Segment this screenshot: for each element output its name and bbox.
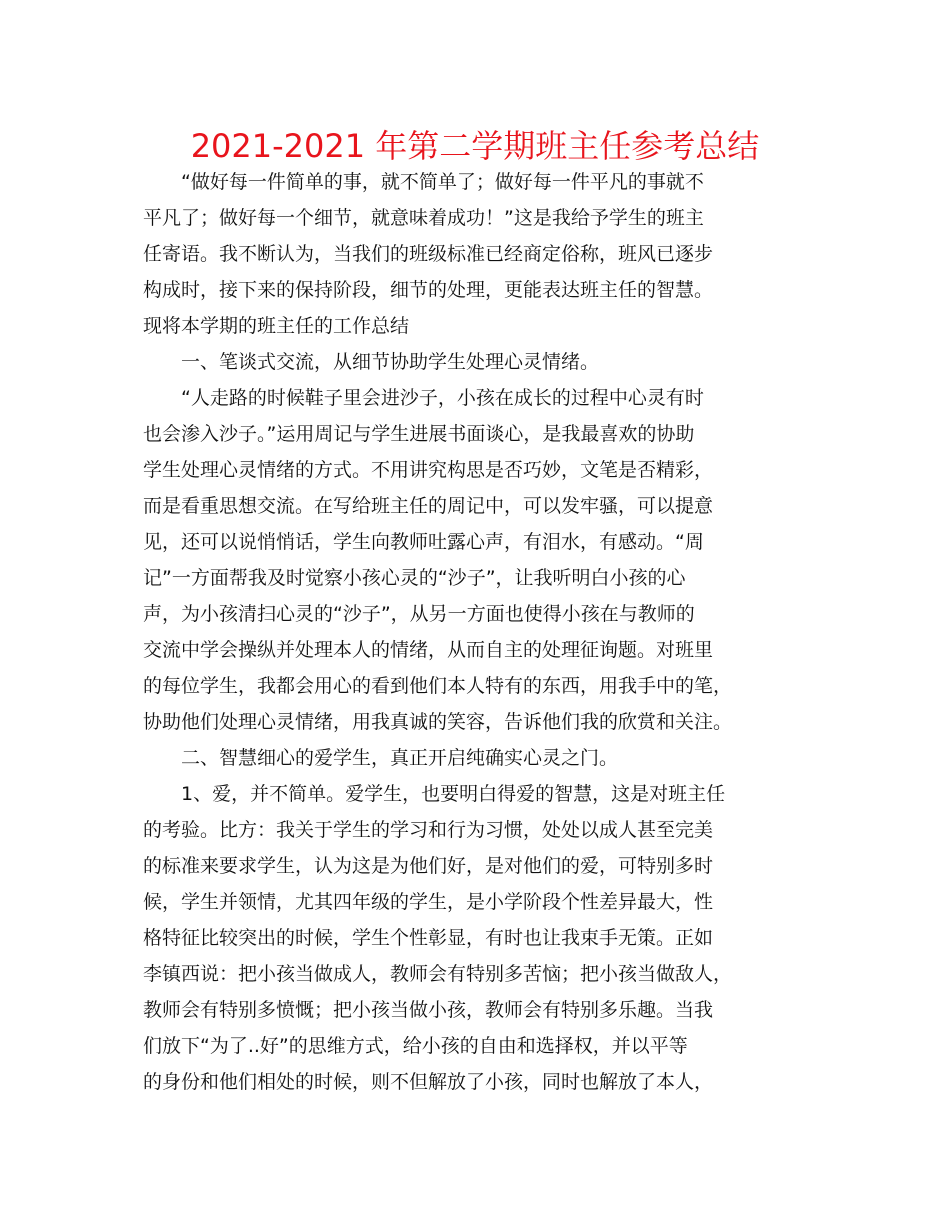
text-line: 交流中学会操纵并处理本人的情绪，从而自主的处理征询题。对班里	[143, 639, 714, 661]
paragraph-start-line: “人走路的时候鞋子里会进沙子，小孩在成长的过程中心灵有时	[181, 387, 704, 409]
text-line: 现将本学期的班主任的工作总结	[143, 315, 410, 337]
paragraph-start-line: “做好每一件简单的事，就不简单了；做好每一件平凡的事就不	[181, 171, 704, 193]
text-line: 也会渗入沙子。”运用周记与学生进展书面谈心，是我最喜欢的协助	[143, 423, 695, 445]
text-line: 记”一方面帮我及时觉察小孩心灵的“沙子”，让我听明白小孩的心	[143, 567, 686, 589]
text-line: 候，学生并领情，尤其四年级的学生，是小学阶段个性差异最大，性	[143, 891, 714, 913]
text-line: 构成时，接下来的保持阶段，细节的处理，更能表达班主任的智慧。	[143, 279, 714, 301]
text-line: 声，为小孩清扫心灵的“沙子”，从另一方面也使得小孩在与教师的	[143, 603, 695, 625]
document-body	[143, 164, 815, 1100]
text-line: 而是看重思想交流。在写给班主任的周记中，可以发牢骚，可以提意	[143, 495, 714, 517]
text-line: 见，还可以说悄悄话，学生向教师吐露心声，有泪水，有感动。“周	[143, 531, 704, 553]
text-line: 们放下“为了..好”的思维方式，给小孩的自由和选择权，并以平等	[143, 1035, 688, 1057]
text-line: 协助他们处理心灵情绪，用我真诚的笑容，告诉他们我的欣赏和关注。	[143, 711, 733, 733]
text-line: 教师会有特别多愤慨；把小孩当做小孩，教师会有特别多乐趣。当我	[143, 999, 714, 1021]
text-line: 平凡了；做好每一个细节，就意味着成功！”这是我给予学生的班主	[143, 207, 704, 229]
paragraph-start-line: 1、爱，并不简单。爱学生，也要明白得爱的智慧，这是对班主任	[181, 783, 726, 805]
text-line: 李镇西说：把小孩当做成人，教师会有特别多苦恼；把小孩当做敌人，	[143, 963, 733, 985]
text-line: 任寄语。我不断认为，当我们的班级标准已经商定俗称，班风已逐步	[143, 243, 714, 265]
text-line: 的每位学生，我都会用心的看到他们本人特有的东西，用我手中的笔，	[143, 675, 733, 697]
paragraph-start-line: 二、智慧细心的爱学生，真正开启纯确实心灵之门。	[181, 747, 619, 769]
document-title: 2021-2021 年第二学期班主任参考总结	[190, 127, 760, 165]
text-line: 格特征比较突出的时候，学生个性彰显，有时也让我束手无策。正如	[143, 927, 714, 949]
text-line: 的考验。比方：我关于学生的学习和行为习惯，处处以成人甚至完美	[143, 819, 714, 841]
paragraph-start-line: 一、笔谈式交流，从细节协助学生处理心灵情绪。	[181, 351, 600, 373]
text-line: 学生处理心灵情绪的方式。不用讲究构思是否巧妙，文笔是否精彩，	[143, 459, 714, 481]
text-line: 的身份和他们相处的时候，则不但解放了小孩，同时也解放了本人，	[143, 1071, 714, 1093]
text-line: 的标准来要求学生，认为这是为他们好，是对他们的爱，可特别多时	[143, 855, 714, 877]
